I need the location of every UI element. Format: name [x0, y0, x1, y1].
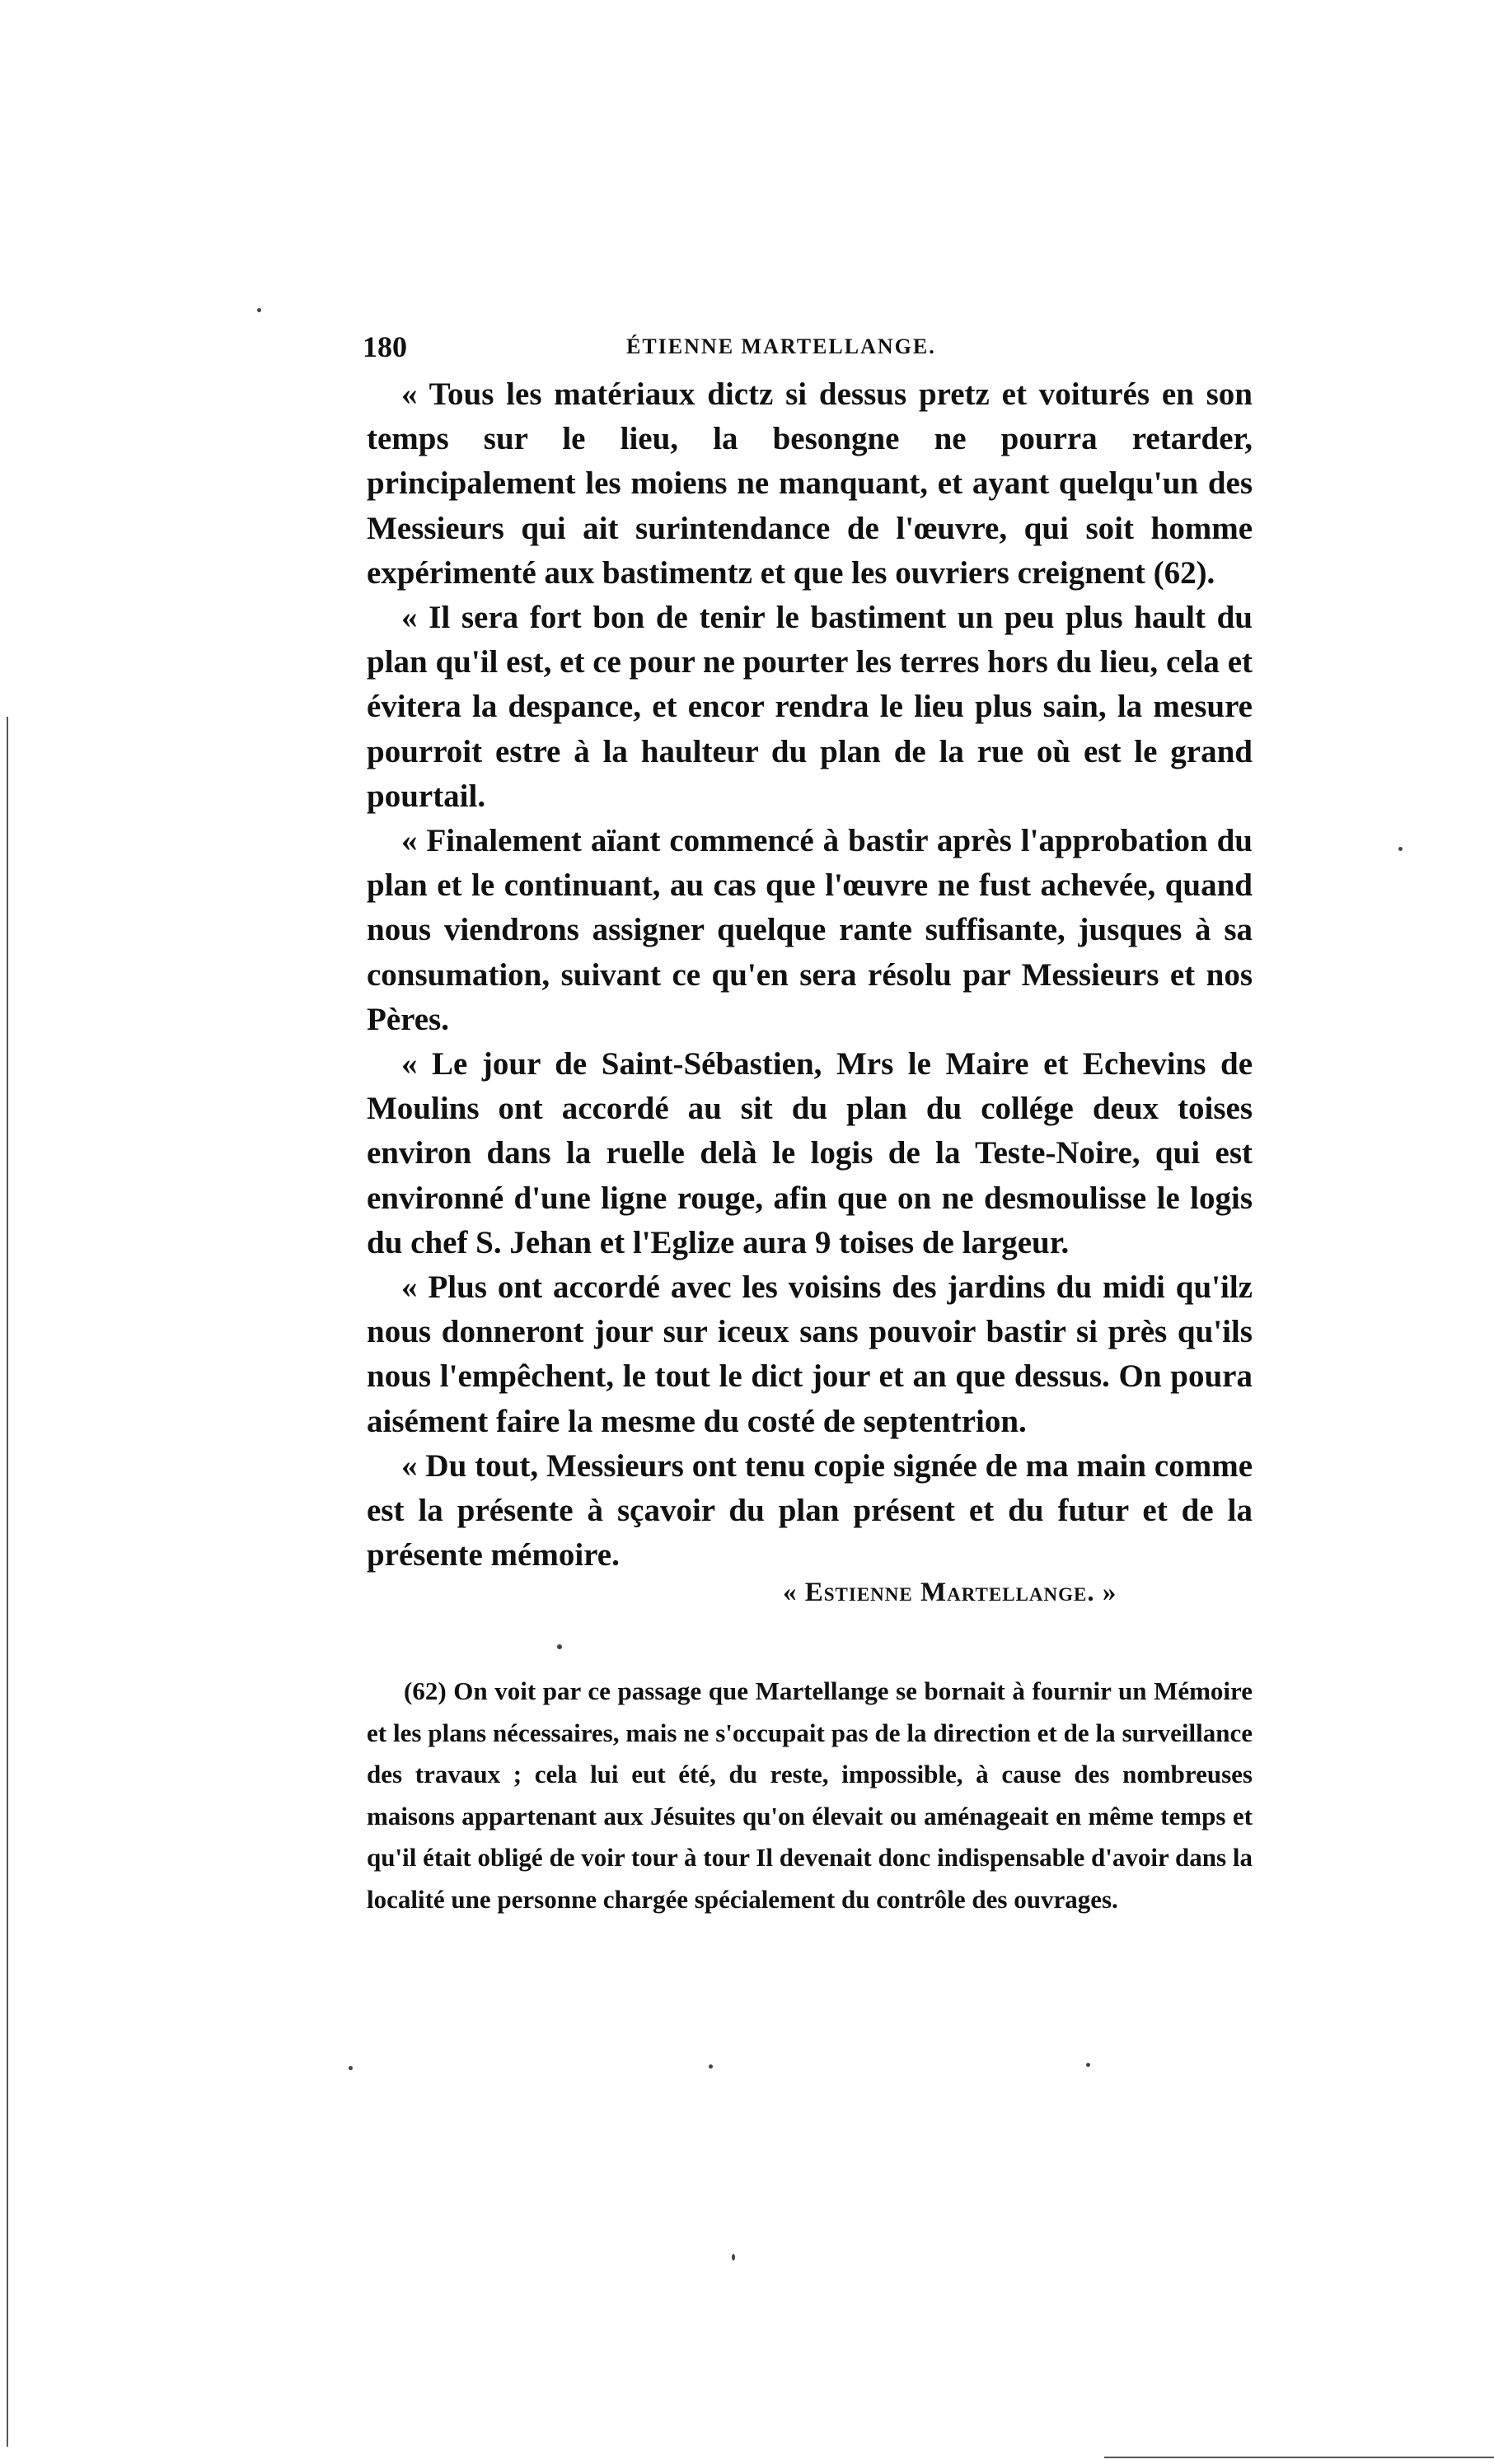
signature: « Estienne Martellange. »: [783, 1578, 1117, 1607]
scan-bottom-rule: [1104, 2457, 1494, 2458]
running-head: [363, 330, 1269, 371]
page-number: 180: [363, 330, 407, 363]
scan-edge-line: [7, 717, 8, 2447]
scan-speck: [257, 308, 261, 312]
scan-speck: [1398, 847, 1403, 851]
paragraph: « Plus ont accordé avec les voisins des jardins du midi qu'ilz nous donneront jour sur iceux sans pouvoir bastir si près qu'ils nous l'empêchent, le tout le dict jour et an que dessus. On poura aisément faire la mesme du costé de septentrion.: [367, 1269, 1253, 1439]
footnote-text: (62) On voit par ce passage que Martellange se bornait à fournir un Mémoire et les plans nécessaires, mais ne s'occupait pas de la direction et de la surveillance des travaux ; cela lui eut été, du reste, impossible, à cause des nombreuses maisons appartenant aux Jésuites qu'on élevait ou aménageait en même temps et qu'il était obligé de voir tour à tour Il devenait donc indispensable d'avoir dans la localité une personne chargée spécialement du contrôle des ouvrages.: [367, 1676, 1253, 1914]
scan-speck: [732, 2254, 735, 2261]
paragraph: « Du tout, Messieurs ont tenu copie signée de ma main comme est la présente à sçavoir du plan présent et du futur et de la présente mémoire.: [367, 1447, 1253, 1573]
footnote: [367, 1671, 1253, 1920]
paragraph: « Tous les matériaux dictz si dessus pretz et voiturés en son temps sur le lieu, la besongne ne pourra retarder, principalement les moiens ne manquant, et ayant quelqu'un des Messieurs qui ait surintendance de l'œuvre, qui soit homme expérimenté aux bastimentz et que les ouvriers creignent (62).: [367, 376, 1253, 591]
main-text: [367, 372, 1253, 1578]
scan-speck: [1086, 2063, 1090, 2067]
paragraph: « Il sera fort bon de tenir le bastiment un peu plus hault du plan qu'il est, et ce pour ne pourter les terres hors du lieu, cela et évitera la despance, et encor rendra le lieu plus sain, la mesure pourroit estre à la haulteur du plan de la rue où est le grand pourtail.: [367, 600, 1253, 814]
scan-speck: [709, 2064, 713, 2069]
scan-speck: [557, 1644, 562, 1649]
paragraph: « Le jour de Saint-Sébastien, Mrs le Maire et Echevins de Moulins ont accordé au sit du plan du collége deux toises environ dans la ruelle delà le logis de la Teste-Noire, qui est environné d'une ligne rouge, afin que on ne desmoulisse le logis du chef S. Jehan et l'Eglize aura 9 toises de largeur.: [367, 1046, 1253, 1260]
scan-speck: [349, 2066, 353, 2070]
paragraph: « Finalement aïant commencé à bastir après l'approbation du plan et le continuant, au cas que l'œuvre ne fust achevée, quand nous viendrons assigner quelque rante suffisante, jusques à sa consumation, suivant ce qu'en sera résolu par Messieurs et nos Pères.: [367, 823, 1253, 1037]
running-title: ÉTIENNE MARTELLANGE.: [626, 334, 936, 358]
